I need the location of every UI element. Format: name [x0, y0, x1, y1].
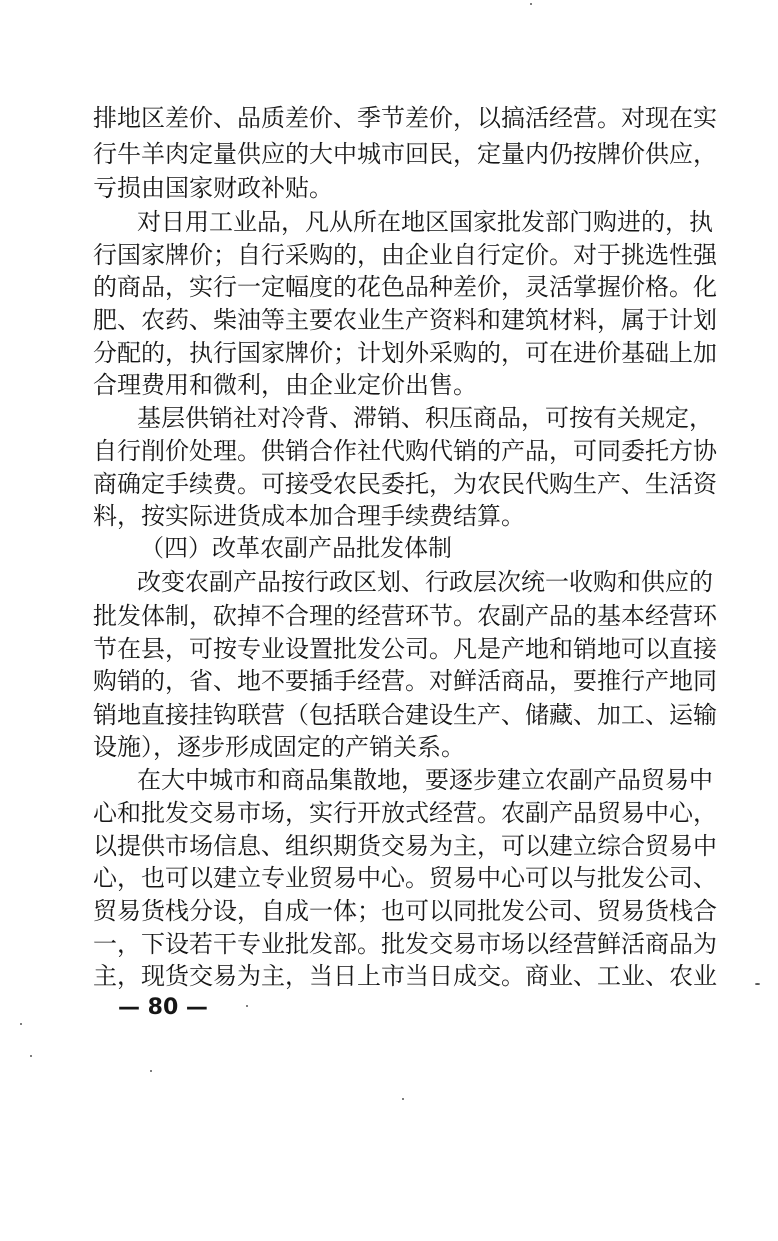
- text-line: 一，下设若干专业批发部。批发交易市场以经营鲜活商品为: [93, 930, 717, 958]
- text-line: 心，也可以建立专业贸易中心。贸易中心可以与批发公司、: [93, 864, 717, 892]
- scan-speck: [755, 983, 760, 985]
- text-line: 节在县，可按专业设置批发公司。凡是产地和销地可以直接: [93, 635, 717, 663]
- text-line: 排地区差价、品质差价、季节差价，以搞活经营。对现在实: [93, 104, 717, 132]
- scan-speck: [20, 1023, 22, 1025]
- text-line: 自行削价处理。供销合作社代购代销的产品，可同委托方协: [93, 437, 717, 465]
- paragraph-first-line: 在大中城市和商品集散地，要逐步建立农副产品贸易中: [137, 766, 713, 794]
- text-line: 肥、农药、柴油等主要农业生产资料和建筑材料，属于计划: [93, 306, 717, 334]
- paragraph-first-line: 基层供销社对冷背、滞销、积压商品，可按有关规定，: [137, 404, 713, 432]
- scan-speck: [530, 3, 532, 5]
- text-line: 心和批发交易市场，实行开放式经营。农副产品贸易中心，: [93, 799, 717, 827]
- text-line: 商确定手续费。可接受农民委托，为农民代购生产、生活资: [93, 470, 717, 498]
- text-line: 行牛羊肉定量供应的大中城市回民，定量内仍按牌价供应，: [93, 140, 717, 168]
- text-line: 合理费用和微利，由企业定价出售。: [93, 371, 477, 399]
- scan-speck: [402, 1098, 404, 1100]
- text-line: 料，按实际进货成本加合理手续费结算。: [93, 502, 525, 530]
- text-line: 的商品，实行一定幅度的花色品种差价，灵活掌握价格。化: [93, 273, 717, 301]
- scan-speck: [30, 1055, 32, 1057]
- text-line: 购销的，省、地不要插手经营。对鲜活商品，要推行产地同: [93, 667, 717, 695]
- page-number: — 80 —: [118, 995, 208, 1020]
- paragraph-first-line: 改变农副产品按行政区划、行政层次统一收购和供应的: [137, 568, 713, 596]
- paragraph-first-line: 对日用工业品，凡从所在地区国家批发部门购进的，执: [137, 208, 713, 236]
- text-line: 销地直接挂钩联营（包括联合建设生产、储藏、加工、运输: [93, 701, 717, 729]
- text-line: 亏损由国家财政补贴。: [93, 174, 333, 202]
- section-heading: （四）改革农副产品批发体制: [140, 534, 452, 562]
- text-line: 分配的，执行国家牌价；计划外采购的，可在进价基础上加: [93, 339, 717, 367]
- text-line: 以提供市场信息、组织期货交易为主，可以建立综合贸易中: [93, 832, 717, 860]
- text-line: 批发体制，砍掉不合理的经营环节。农副产品的基本经营环: [93, 602, 717, 630]
- text-line: 设施），逐步形成固定的产销关系。: [93, 733, 465, 761]
- text-line: 贸易货栈分设，自成一体；也可以同批发公司、贸易货栈合: [93, 897, 717, 925]
- text-line: 行国家牌价；自行采购的，由企业自行定价。对于挑选性强: [93, 241, 717, 269]
- scan-speck: [246, 1005, 248, 1007]
- text-line: 主，现货交易为主，当日上市当日成交。商业、工业、农业: [93, 962, 717, 990]
- scan-speck: [150, 1070, 152, 1072]
